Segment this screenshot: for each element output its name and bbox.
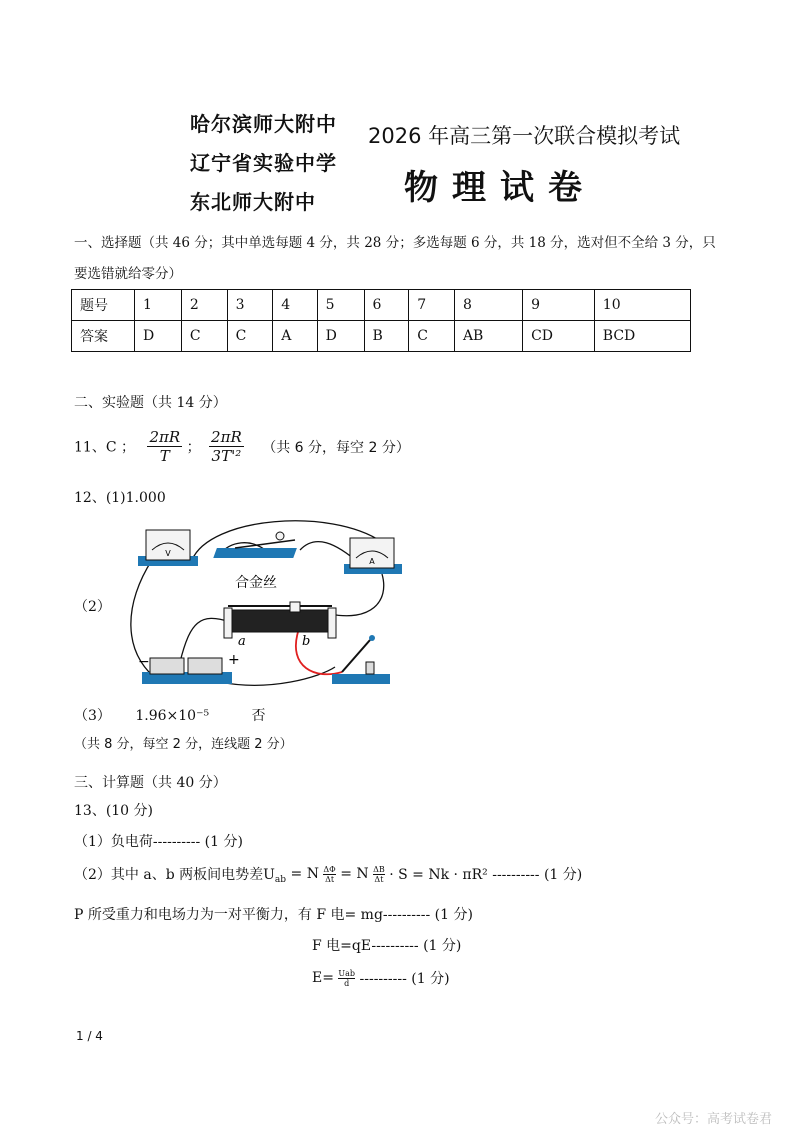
battery-plus-label: + bbox=[228, 652, 240, 668]
wire bbox=[180, 618, 230, 662]
q13-fraction-e bbox=[338, 969, 355, 988]
q12-part3 bbox=[74, 705, 266, 725]
q11-separator: ； bbox=[186, 439, 201, 456]
terminal-b-label: b bbox=[302, 634, 311, 649]
fraction-numerator: Uab bbox=[338, 968, 356, 978]
table-cell: 2 bbox=[181, 290, 227, 321]
table-cell: D bbox=[135, 321, 182, 352]
table-cell: 3 bbox=[227, 290, 273, 321]
switch bbox=[332, 635, 390, 684]
table-cell: BCD bbox=[594, 321, 690, 352]
q13-line-f: F 电=qE---------- (1 分) bbox=[312, 938, 462, 954]
school-name-2: 辽宁省实验中学 bbox=[190, 151, 337, 175]
q11-score: （共 6 分，每空 2 分） bbox=[262, 439, 410, 456]
fraction-numerator: 2πR bbox=[149, 428, 181, 446]
table-cell: C bbox=[409, 321, 455, 352]
ammeter-label: A bbox=[369, 557, 375, 566]
q13-line-e-suffix: ---------- (1 分) bbox=[359, 971, 450, 987]
ammeter bbox=[344, 538, 402, 574]
q13-heading: 13、(10 分) bbox=[74, 803, 154, 819]
school-name-3: 东北师大附中 bbox=[190, 190, 316, 214]
table-cell: C bbox=[181, 321, 227, 352]
voltmeter bbox=[138, 530, 198, 566]
q13-part2-prefix: （2）其中 a、b 两板间电势差U bbox=[74, 867, 275, 883]
q11-prefix: 11、C ； bbox=[74, 439, 135, 456]
q13-part2-subscript: ab bbox=[274, 874, 287, 885]
table-cell: 8 bbox=[454, 290, 522, 321]
fraction-denominator: Δt bbox=[325, 874, 335, 884]
table-cell: 5 bbox=[317, 290, 364, 321]
fraction-numerator: ΔΦ bbox=[323, 864, 336, 874]
row-label-question: 题号 bbox=[72, 290, 135, 321]
battery-minus-label: − bbox=[138, 654, 150, 670]
table-cell: A bbox=[273, 321, 317, 352]
exam-title: 2026 年高三第一次联合模拟考试 bbox=[368, 124, 681, 148]
fraction-denominator: Δt bbox=[374, 874, 384, 884]
q13-line-p: P 所受重力和电场力为一对平衡力，有 F 电= mg---------- (1 分) bbox=[74, 907, 473, 923]
fraction-denominator: T bbox=[159, 447, 170, 465]
battery-box bbox=[142, 658, 232, 684]
table-cell: 1 bbox=[135, 290, 182, 321]
voltmeter-label: V bbox=[165, 549, 171, 558]
q13-line-e bbox=[312, 968, 450, 988]
q12-part3-value: 1.96×10⁻⁵ bbox=[135, 708, 210, 724]
q12-part3-label: （3） bbox=[74, 708, 111, 724]
q13-fraction-1 bbox=[323, 865, 335, 884]
table-cell: 9 bbox=[523, 290, 595, 321]
q11-answer bbox=[74, 428, 410, 465]
answer-table bbox=[71, 289, 691, 352]
table-row-questions bbox=[72, 290, 691, 321]
q13-line-e-prefix: E= bbox=[312, 970, 334, 986]
table-cell: 10 bbox=[594, 290, 690, 321]
table-cell: CD bbox=[523, 321, 595, 352]
terminal-a-label: a bbox=[238, 634, 246, 649]
q12-part3-answer: 否 bbox=[251, 708, 266, 724]
section3-heading: 三、计算题（共 40 分） bbox=[74, 775, 227, 791]
table-cell: D bbox=[317, 321, 364, 352]
watermark: 公众号：高考试卷君 bbox=[655, 1112, 773, 1127]
q12-score: （共 8 分，每空 2 分，连线题 2 分） bbox=[74, 737, 293, 752]
table-cell: C bbox=[227, 321, 273, 352]
table-row-answers bbox=[72, 321, 691, 352]
fraction-denominator: 3T'² bbox=[211, 447, 242, 465]
alloy-wire-board bbox=[213, 532, 297, 558]
q12-part1: 12、(1)1.000 bbox=[74, 490, 166, 506]
q13-fraction-2 bbox=[373, 865, 385, 884]
wire bbox=[220, 667, 335, 685]
fraction-denominator: d bbox=[344, 978, 350, 988]
table-cell: 4 bbox=[273, 290, 317, 321]
alloy-wire-label: 合金丝 bbox=[235, 575, 277, 591]
page-number: 1 / 4 bbox=[76, 1029, 103, 1043]
school-name-1: 哈尔滨师大附中 bbox=[190, 112, 337, 136]
q12-part2-label: （2） bbox=[74, 599, 111, 615]
table-cell: B bbox=[364, 321, 409, 352]
fraction-numerator: ΔB bbox=[373, 864, 385, 874]
fraction-numerator: 2πR bbox=[211, 428, 242, 446]
table-cell: 7 bbox=[409, 290, 455, 321]
q13-part2-eq3: · S = Nk · πR² ---------- (1 分) bbox=[389, 867, 583, 883]
section2-heading: 二、实验题（共 14 分） bbox=[74, 395, 227, 411]
section1-heading-line1: 一、选择题（共 46 分；其中单选每题 4 分，共 28 分；多选每题 6 分，共 18 分，选对但不全给 3 分，只 bbox=[74, 235, 716, 251]
q13-part2-eq1: = N bbox=[290, 866, 319, 882]
rheostat bbox=[224, 602, 336, 638]
q13-part2-eq2: = N bbox=[340, 866, 369, 882]
q11-fraction-1 bbox=[147, 428, 182, 465]
subject-title: 物理试卷 bbox=[404, 168, 596, 208]
circuit-diagram bbox=[120, 512, 410, 697]
row-label-answer: 答案 bbox=[72, 321, 135, 352]
wire bbox=[330, 574, 384, 616]
section1-heading-line2: 要选错就给零分） bbox=[74, 266, 182, 282]
q11-fraction-2 bbox=[209, 428, 244, 465]
table-cell: AB bbox=[454, 321, 522, 352]
table-cell: 6 bbox=[364, 290, 409, 321]
q13-part1: （1）负电荷---------- (1 分) bbox=[74, 834, 243, 850]
q13-part2 bbox=[74, 864, 582, 885]
